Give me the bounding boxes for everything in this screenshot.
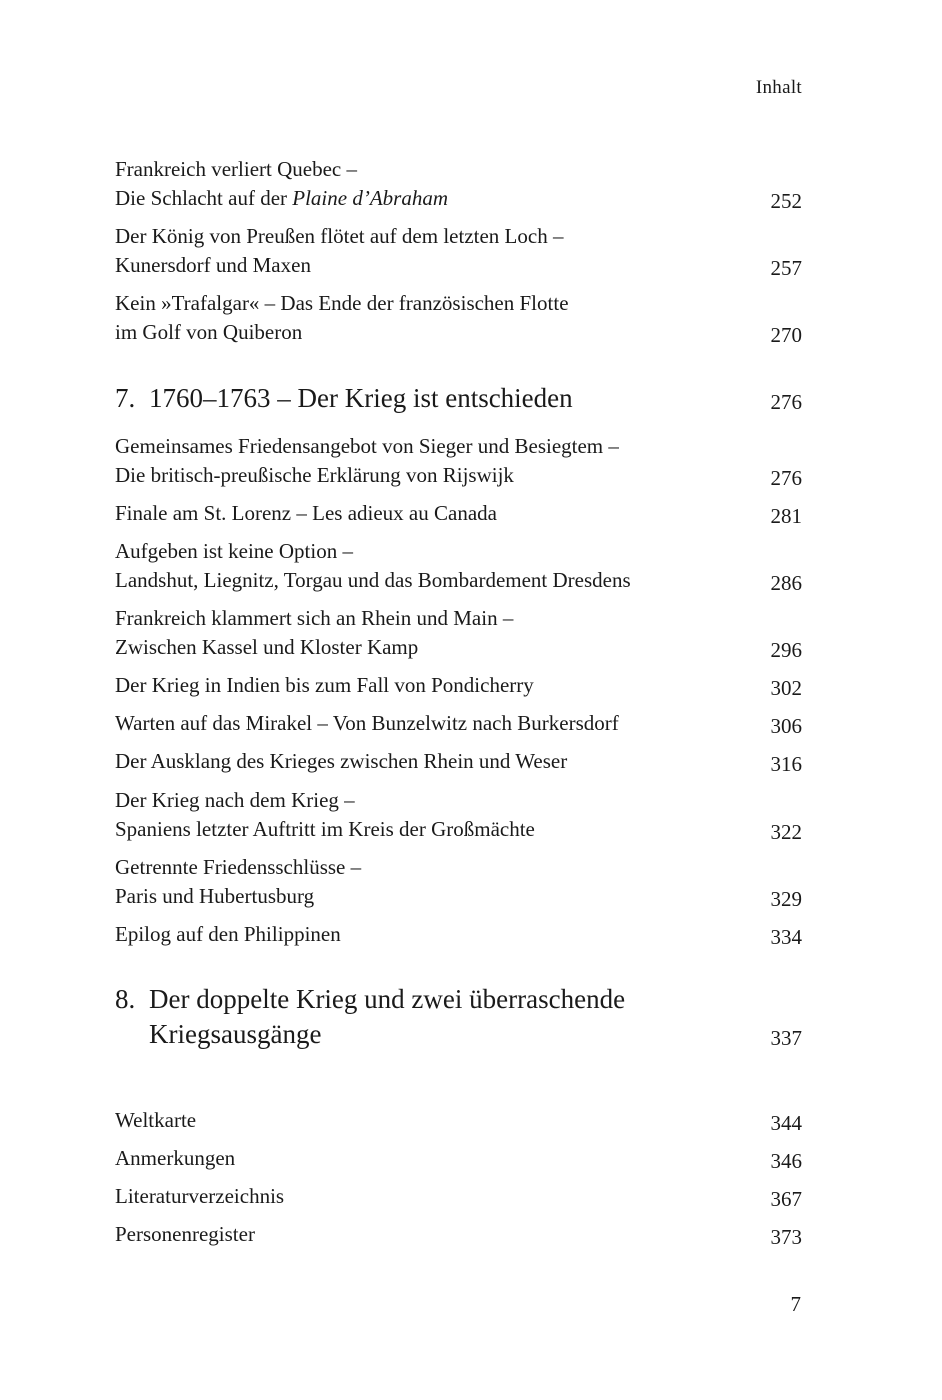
toc-page-number: 296 (770, 638, 802, 662)
page-number: 7 (790, 1292, 801, 1316)
toc-page-number: 316 (770, 752, 802, 776)
toc-entry-line: Kunersdorf und Maxen (115, 253, 311, 277)
chapter-title-line: Der doppelte Krieg und zwei überraschende (149, 984, 626, 1014)
toc-entry (115, 537, 802, 595)
toc-entry (115, 920, 802, 949)
toc-entry-line: Epilog auf den Philippinen (115, 922, 341, 946)
toc-entry-line: Frankreich klammert sich an Rhein und Main – (115, 606, 514, 630)
toc-entry-title (115, 786, 735, 844)
toc-entry-line (115, 184, 735, 213)
toc-page-number: 329 (770, 887, 802, 911)
chapter-heading-8 (115, 982, 802, 1052)
toc-entry-line: Die britisch-preußische Erklärung von Rijswijk (115, 463, 514, 487)
running-header: Inhalt (755, 77, 802, 98)
toc-entry (115, 604, 802, 662)
toc-entry-italic: Plaine d’Abraham (292, 186, 448, 210)
toc-entry (115, 1144, 802, 1173)
toc-entry-line: Weltkarte (115, 1108, 197, 1132)
chapter-title-line: Kriegsausgänge (149, 1019, 322, 1049)
toc-entry-line: Der Krieg in Indien bis zum Fall von Pondicherry (115, 673, 534, 697)
toc-entry (115, 747, 802, 776)
toc-entry-title (115, 155, 735, 213)
toc-entry (115, 155, 802, 213)
toc-entry-title (115, 537, 735, 595)
chapter-title (149, 381, 802, 416)
toc-entry-title (115, 499, 735, 528)
toc-entry-title (115, 709, 735, 738)
toc-entry (115, 1106, 802, 1135)
toc-page-number: 334 (770, 925, 802, 949)
toc-page-number: 367 (770, 1187, 802, 1211)
toc-page-number: 252 (770, 189, 802, 213)
toc-entry-line: Der König von Preußen flötet auf dem letzten Loch – (115, 224, 564, 248)
toc-entry-title (115, 222, 735, 280)
toc-page-number: 346 (770, 1149, 802, 1173)
toc-entry-line: Literaturverzeichnis (115, 1184, 285, 1208)
toc-page-number: 270 (770, 323, 802, 347)
toc-page-number: 302 (770, 676, 802, 700)
toc-entry (115, 1220, 802, 1249)
toc-entry-line: Warten auf das Mirakel – Von Bunzelwitz nach Burkersdorf (115, 711, 619, 735)
toc-entry-title (115, 920, 735, 949)
toc-entry (115, 1182, 802, 1211)
toc-page-number: 337 (770, 1026, 802, 1050)
chapter-title (149, 982, 802, 1052)
toc-entry (115, 709, 802, 738)
toc-entry-line: Personenregister (115, 1222, 255, 1246)
toc-page-number: 322 (770, 820, 802, 844)
toc-entry-title (115, 671, 735, 700)
toc-entry-title (115, 1144, 735, 1173)
toc-entry-line: Spaniens letzter Auftritt im Kreis der Großmächte (115, 817, 535, 841)
toc-entry-line: Kein »Trafalgar« – Das Ende der französischen Flotte (115, 291, 569, 315)
toc-page-number: 373 (770, 1225, 802, 1249)
toc-page-number: 344 (770, 1111, 802, 1135)
toc-entry-line: Frankreich verliert Quebec – (115, 157, 357, 181)
toc-entry-line: Aufgeben ist keine Option – (115, 539, 353, 563)
toc-entry-title (115, 289, 735, 347)
toc-entry-line: Zwischen Kassel und Kloster Kamp (115, 635, 419, 659)
chapter-title-line: 1760–1763 – Der Krieg ist entschieden (149, 383, 573, 413)
toc-page-number: 276 (770, 466, 802, 490)
toc-page-number: 257 (770, 256, 802, 280)
toc-entry-title (115, 1182, 735, 1211)
toc-entry-title (115, 853, 735, 911)
toc-entry-line: im Golf von Quiberon (115, 320, 303, 344)
toc-page-number: 281 (770, 504, 802, 528)
toc-entry (115, 432, 802, 490)
toc-entry-title (115, 604, 735, 662)
toc-entry-line: Der Krieg nach dem Krieg – (115, 788, 355, 812)
toc-page-number: 276 (770, 390, 802, 414)
toc-entry (115, 289, 802, 347)
chapter-number: 8. (115, 984, 136, 1014)
toc-entry-title (115, 747, 735, 776)
toc-entry (115, 499, 802, 528)
toc-page-number: 286 (770, 571, 802, 595)
toc-entry (115, 222, 802, 280)
toc-entry-line: Landshut, Liegnitz, Torgau und das Bombardement Dresdens (115, 568, 631, 592)
toc-entry-line: Gemeinsames Friedensangebot von Sieger und Besiegtem – (115, 434, 619, 458)
toc-entry-line: Finale am St. Lorenz – Les adieux au Canada (115, 501, 497, 525)
toc-entry-line: Der Ausklang des Krieges zwischen Rhein und Weser (115, 749, 568, 773)
toc-page-number: 306 (770, 714, 802, 738)
toc-entry-line-part: Die Schlacht auf der (115, 186, 293, 210)
chapter-heading-7 (115, 381, 802, 416)
toc-entry-title (115, 432, 735, 490)
toc-entry (115, 671, 802, 700)
toc-entry (115, 853, 802, 911)
toc-entry-title (115, 1106, 735, 1135)
toc-entry-line: Paris und Hubertusburg (115, 884, 315, 908)
toc-entry-title (115, 1220, 735, 1249)
toc-entry-line: Anmerkungen (115, 1146, 236, 1170)
chapter-number: 7. (115, 383, 136, 413)
toc-entry (115, 786, 802, 844)
toc-entry-line: Getrennte Friedensschlüsse – (115, 855, 362, 879)
